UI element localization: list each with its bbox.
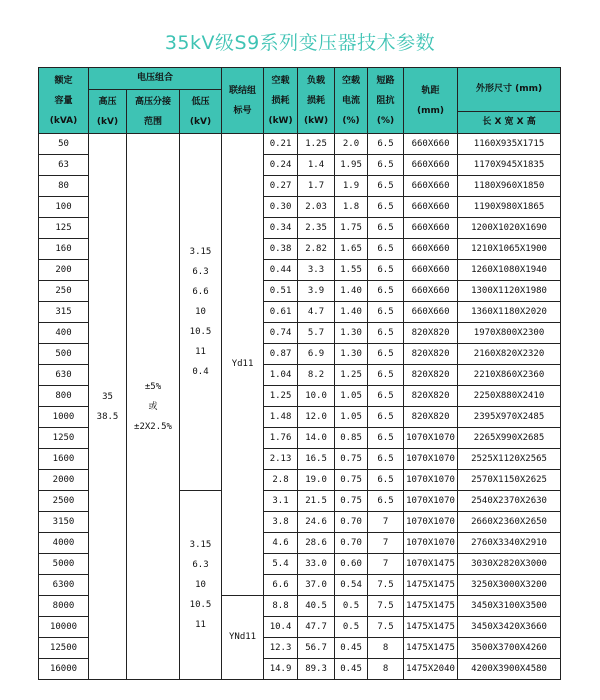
noload-current-cell: 0.45 bbox=[335, 659, 368, 680]
capacity-cell: 200 bbox=[39, 260, 89, 281]
load-loss-cell: 3.3 bbox=[298, 260, 335, 281]
noload-loss-cell: 0.51 bbox=[264, 281, 298, 302]
header-lv: 低压 (kV) bbox=[180, 90, 222, 134]
impedance-cell: 6.5 bbox=[368, 176, 404, 197]
noload-current-cell: 1.05 bbox=[335, 386, 368, 407]
capacity-cell: 5000 bbox=[39, 554, 89, 575]
dimensions-cell: 1970X800X2300 bbox=[458, 323, 561, 344]
merged-line: 3.15 bbox=[189, 540, 212, 550]
lv-merged-cell-a bbox=[180, 134, 222, 491]
dimensions-cell: 4200X3900X4580 bbox=[458, 659, 561, 680]
capacity-cell: 10000 bbox=[39, 617, 89, 638]
capacity-cell: 1000 bbox=[39, 407, 89, 428]
noload-loss-cell: 0.44 bbox=[264, 260, 298, 281]
dimensions-cell: 2395X970X2485 bbox=[458, 407, 561, 428]
gauge-cell: 820X820 bbox=[404, 344, 458, 365]
capacity-cell: 100 bbox=[39, 197, 89, 218]
capacity-cell: 12500 bbox=[39, 638, 89, 659]
gauge-cell: 1475X1475 bbox=[404, 596, 458, 617]
noload-loss-cell: 8.8 bbox=[264, 596, 298, 617]
impedance-cell: 6.5 bbox=[368, 470, 404, 491]
dimensions-cell: 2250X880X2410 bbox=[458, 386, 561, 407]
capacity-cell: 16000 bbox=[39, 659, 89, 680]
merged-line: 6.6 bbox=[192, 287, 209, 297]
capacity-cell: 400 bbox=[39, 323, 89, 344]
noload-current-cell: 0.70 bbox=[335, 533, 368, 554]
capacity-cell: 1600 bbox=[39, 449, 89, 470]
capacity-cell: 4000 bbox=[39, 533, 89, 554]
dimensions-cell: 1260X1080X1940 bbox=[458, 260, 561, 281]
impedance-cell: 7.5 bbox=[368, 617, 404, 638]
noload-loss-cell: 0.27 bbox=[264, 176, 298, 197]
load-loss-cell: 89.3 bbox=[298, 659, 335, 680]
merged-line: ±2X2.5% bbox=[134, 421, 172, 432]
impedance-cell: 6.5 bbox=[368, 218, 404, 239]
header-tap-range: 高压分接 范围 bbox=[127, 90, 180, 134]
tap-range-merged-cell bbox=[127, 134, 180, 680]
merged-line: 0.4 bbox=[192, 367, 209, 377]
noload-loss-cell: 14.9 bbox=[264, 659, 298, 680]
merged-line: 35 bbox=[102, 391, 113, 402]
capacity-cell: 315 bbox=[39, 302, 89, 323]
dimensions-cell: 3500X3700X4260 bbox=[458, 638, 561, 659]
dimensions-cell: 2660X2360X2650 bbox=[458, 512, 561, 533]
load-loss-cell: 6.9 bbox=[298, 344, 335, 365]
noload-loss-cell: 0.21 bbox=[264, 134, 298, 155]
impedance-cell: 6.5 bbox=[368, 344, 404, 365]
noload-current-cell: 1.05 bbox=[335, 407, 368, 428]
noload-loss-cell: 5.4 bbox=[264, 554, 298, 575]
noload-loss-cell: 1.04 bbox=[264, 365, 298, 386]
capacity-cell: 63 bbox=[39, 155, 89, 176]
noload-current-cell: 0.85 bbox=[335, 428, 368, 449]
noload-current-cell: 0.70 bbox=[335, 512, 368, 533]
noload-current-cell: 1.9 bbox=[335, 176, 368, 197]
dimensions-cell: 3030X2820X3000 bbox=[458, 554, 561, 575]
spec-table bbox=[38, 67, 561, 680]
noload-current-cell: 1.8 bbox=[335, 197, 368, 218]
capacity-cell: 125 bbox=[39, 218, 89, 239]
lv-merged-cell-b bbox=[180, 491, 222, 680]
load-loss-cell: 56.7 bbox=[298, 638, 335, 659]
impedance-cell: 7 bbox=[368, 554, 404, 575]
noload-current-cell: 0.75 bbox=[335, 470, 368, 491]
load-loss-cell: 4.7 bbox=[298, 302, 335, 323]
dimensions-cell: 3450X3420X3660 bbox=[458, 617, 561, 638]
header-voltage-group: 电压组合 bbox=[89, 68, 222, 90]
load-loss-cell: 3.9 bbox=[298, 281, 335, 302]
noload-loss-cell: 3.1 bbox=[264, 491, 298, 512]
noload-loss-cell: 2.13 bbox=[264, 449, 298, 470]
noload-current-cell: 2.0 bbox=[335, 134, 368, 155]
vector-group-cell-a: Yd11 bbox=[222, 134, 264, 596]
capacity-cell: 2000 bbox=[39, 470, 89, 491]
dimensions-cell: 1170X945X1835 bbox=[458, 155, 561, 176]
noload-loss-cell: 6.6 bbox=[264, 575, 298, 596]
header-dims-sub: 长 X 宽 X 高 bbox=[458, 112, 561, 134]
header-noload-loss: 空载 损耗 (kW) bbox=[264, 68, 298, 134]
gauge-cell: 1475X2040 bbox=[404, 659, 458, 680]
gauge-cell: 1475X1475 bbox=[404, 575, 458, 596]
gauge-cell: 1070X1070 bbox=[404, 533, 458, 554]
load-loss-cell: 24.6 bbox=[298, 512, 335, 533]
gauge-cell: 660X660 bbox=[404, 239, 458, 260]
header-impedance: 短路 阻抗 (%) bbox=[368, 68, 404, 134]
dimensions-cell: 2525X1120X2565 bbox=[458, 449, 561, 470]
noload-loss-cell: 0.87 bbox=[264, 344, 298, 365]
impedance-cell: 6.5 bbox=[368, 491, 404, 512]
load-loss-cell: 40.5 bbox=[298, 596, 335, 617]
impedance-cell: 6.5 bbox=[368, 386, 404, 407]
noload-current-cell: 0.45 bbox=[335, 638, 368, 659]
dimensions-cell: 2760X3340X2910 bbox=[458, 533, 561, 554]
load-loss-cell: 47.7 bbox=[298, 617, 335, 638]
gauge-cell: 1475X1475 bbox=[404, 617, 458, 638]
noload-current-cell: 0.75 bbox=[335, 491, 368, 512]
noload-current-cell: 0.5 bbox=[335, 617, 368, 638]
vector-group-cell-b: YNd11 bbox=[222, 596, 264, 680]
noload-loss-cell: 12.3 bbox=[264, 638, 298, 659]
noload-current-cell: 1.30 bbox=[335, 323, 368, 344]
impedance-cell: 6.5 bbox=[368, 449, 404, 470]
gauge-cell: 820X820 bbox=[404, 386, 458, 407]
noload-loss-cell: 4.6 bbox=[264, 533, 298, 554]
gauge-cell: 820X820 bbox=[404, 407, 458, 428]
noload-current-cell: 1.40 bbox=[335, 302, 368, 323]
dimensions-cell: 3250X3000X3200 bbox=[458, 575, 561, 596]
capacity-cell: 50 bbox=[39, 134, 89, 155]
dimensions-cell: 1200X1020X1690 bbox=[458, 218, 561, 239]
noload-loss-cell: 2.8 bbox=[264, 470, 298, 491]
merged-line: 11 bbox=[195, 620, 206, 630]
dimensions-cell: 1160X935X1715 bbox=[458, 134, 561, 155]
merged-line: 10.5 bbox=[189, 600, 212, 610]
dimensions-cell: 1360X1180X2020 bbox=[458, 302, 561, 323]
header-vector-group: 联结组 标号 bbox=[222, 68, 264, 134]
dimensions-cell: 2540X2370X2630 bbox=[458, 491, 561, 512]
gauge-cell: 1070X1475 bbox=[404, 554, 458, 575]
gauge-cell: 820X820 bbox=[404, 323, 458, 344]
noload-loss-cell: 0.74 bbox=[264, 323, 298, 344]
gauge-cell: 660X660 bbox=[404, 302, 458, 323]
load-loss-cell: 2.35 bbox=[298, 218, 335, 239]
load-loss-cell: 10.0 bbox=[298, 386, 335, 407]
dimensions-cell: 1210X1065X1900 bbox=[458, 239, 561, 260]
impedance-cell: 6.5 bbox=[368, 239, 404, 260]
load-loss-cell: 8.2 bbox=[298, 365, 335, 386]
impedance-cell: 6.5 bbox=[368, 365, 404, 386]
gauge-cell: 660X660 bbox=[404, 155, 458, 176]
gauge-cell: 660X660 bbox=[404, 197, 458, 218]
impedance-cell: 6.5 bbox=[368, 155, 404, 176]
merged-line: 10 bbox=[195, 580, 206, 590]
gauge-cell: 660X660 bbox=[404, 260, 458, 281]
gauge-cell: 1070X1070 bbox=[404, 491, 458, 512]
capacity-cell: 80 bbox=[39, 176, 89, 197]
load-loss-cell: 19.0 bbox=[298, 470, 335, 491]
noload-loss-cell: 1.48 bbox=[264, 407, 298, 428]
header-load-loss: 负载 损耗 (kW) bbox=[298, 68, 335, 134]
load-loss-cell: 1.7 bbox=[298, 176, 335, 197]
load-loss-cell: 14.0 bbox=[298, 428, 335, 449]
gauge-cell: 1475X1475 bbox=[404, 638, 458, 659]
dimensions-cell: 2160X820X2320 bbox=[458, 344, 561, 365]
merged-line: 6.3 bbox=[192, 267, 209, 277]
noload-current-cell: 1.25 bbox=[335, 365, 368, 386]
noload-current-cell: 0.60 bbox=[335, 554, 368, 575]
load-loss-cell: 1.4 bbox=[298, 155, 335, 176]
impedance-cell: 7.5 bbox=[368, 575, 404, 596]
load-loss-cell: 2.82 bbox=[298, 239, 335, 260]
load-loss-cell: 1.25 bbox=[298, 134, 335, 155]
merged-line: 11 bbox=[195, 347, 206, 357]
hv-merged-cell bbox=[89, 134, 127, 680]
impedance-cell: 6.5 bbox=[368, 134, 404, 155]
noload-loss-cell: 0.30 bbox=[264, 197, 298, 218]
dimensions-cell: 1190X980X1865 bbox=[458, 197, 561, 218]
dimensions-cell: 3450X3100X3500 bbox=[458, 596, 561, 617]
capacity-cell: 3150 bbox=[39, 512, 89, 533]
impedance-cell: 6.5 bbox=[368, 323, 404, 344]
header-dims: 外形尺寸 (mm) bbox=[458, 68, 561, 112]
dimensions-cell: 1180X960X1850 bbox=[458, 176, 561, 197]
merged-line: ±5% bbox=[144, 381, 162, 392]
merged-line: 10 bbox=[195, 307, 206, 317]
header-noload-current: 空载 电流 (%) bbox=[335, 68, 368, 134]
noload-current-cell: 1.65 bbox=[335, 239, 368, 260]
capacity-cell: 6300 bbox=[39, 575, 89, 596]
gauge-cell: 820X820 bbox=[404, 365, 458, 386]
impedance-cell: 8 bbox=[368, 659, 404, 680]
impedance-cell: 6.5 bbox=[368, 197, 404, 218]
header-gauge: 轨距 (mm) bbox=[404, 68, 458, 134]
gauge-cell: 660X660 bbox=[404, 176, 458, 197]
noload-current-cell: 0.75 bbox=[335, 449, 368, 470]
noload-current-cell: 1.30 bbox=[335, 344, 368, 365]
noload-current-cell: 1.40 bbox=[335, 281, 368, 302]
header-hv: 高压 (kV) bbox=[89, 90, 127, 134]
capacity-cell: 250 bbox=[39, 281, 89, 302]
merged-line: 6.3 bbox=[192, 560, 209, 570]
gauge-cell: 1070X1070 bbox=[404, 449, 458, 470]
noload-loss-cell: 10.4 bbox=[264, 617, 298, 638]
dimensions-cell: 2265X990X2685 bbox=[458, 428, 561, 449]
impedance-cell: 7 bbox=[368, 533, 404, 554]
gauge-cell: 1070X1070 bbox=[404, 428, 458, 449]
impedance-cell: 7 bbox=[368, 512, 404, 533]
noload-current-cell: 1.75 bbox=[335, 218, 368, 239]
page-title: 35kV级S9系列变压器技术参数 bbox=[164, 32, 436, 54]
impedance-cell: 6.5 bbox=[368, 281, 404, 302]
merged-line: 10.5 bbox=[189, 327, 212, 337]
merged-line: 38.5 bbox=[96, 411, 119, 422]
load-loss-cell: 33.0 bbox=[298, 554, 335, 575]
merged-line: 或 bbox=[148, 401, 158, 412]
gauge-cell: 660X660 bbox=[404, 134, 458, 155]
impedance-cell: 6.5 bbox=[368, 407, 404, 428]
gauge-cell: 660X660 bbox=[404, 281, 458, 302]
noload-current-cell: 1.55 bbox=[335, 260, 368, 281]
noload-loss-cell: 1.25 bbox=[264, 386, 298, 407]
impedance-cell: 8 bbox=[368, 638, 404, 659]
gauge-cell: 1070X1070 bbox=[404, 512, 458, 533]
impedance-cell: 6.5 bbox=[368, 428, 404, 449]
capacity-cell: 630 bbox=[39, 365, 89, 386]
load-loss-cell: 21.5 bbox=[298, 491, 335, 512]
dimensions-cell: 2210X860X2360 bbox=[458, 365, 561, 386]
noload-current-cell: 0.5 bbox=[335, 596, 368, 617]
impedance-cell: 6.5 bbox=[368, 302, 404, 323]
dimensions-cell: 2570X1150X2625 bbox=[458, 470, 561, 491]
impedance-cell: 7.5 bbox=[368, 596, 404, 617]
noload-current-cell: 0.54 bbox=[335, 575, 368, 596]
header-capacity: 额定 容量 (kVA) bbox=[39, 68, 89, 134]
capacity-cell: 2500 bbox=[39, 491, 89, 512]
load-loss-cell: 37.0 bbox=[298, 575, 335, 596]
capacity-cell: 800 bbox=[39, 386, 89, 407]
noload-loss-cell: 0.34 bbox=[264, 218, 298, 239]
noload-current-cell: 1.95 bbox=[335, 155, 368, 176]
noload-loss-cell: 0.24 bbox=[264, 155, 298, 176]
load-loss-cell: 12.0 bbox=[298, 407, 335, 428]
gauge-cell: 1070X1070 bbox=[404, 470, 458, 491]
load-loss-cell: 5.7 bbox=[298, 323, 335, 344]
merged-line: 3.15 bbox=[189, 247, 212, 257]
noload-loss-cell: 3.8 bbox=[264, 512, 298, 533]
gauge-cell: 660X660 bbox=[404, 218, 458, 239]
capacity-cell: 500 bbox=[39, 344, 89, 365]
noload-loss-cell: 0.38 bbox=[264, 239, 298, 260]
load-loss-cell: 28.6 bbox=[298, 533, 335, 554]
dimensions-cell: 1300X1120X1980 bbox=[458, 281, 561, 302]
load-loss-cell: 2.03 bbox=[298, 197, 335, 218]
noload-loss-cell: 1.76 bbox=[264, 428, 298, 449]
load-loss-cell: 16.5 bbox=[298, 449, 335, 470]
noload-loss-cell: 0.61 bbox=[264, 302, 298, 323]
capacity-cell: 8000 bbox=[39, 596, 89, 617]
capacity-cell: 1250 bbox=[39, 428, 89, 449]
table-row bbox=[39, 134, 561, 155]
impedance-cell: 6.5 bbox=[368, 260, 404, 281]
capacity-cell: 160 bbox=[39, 239, 89, 260]
